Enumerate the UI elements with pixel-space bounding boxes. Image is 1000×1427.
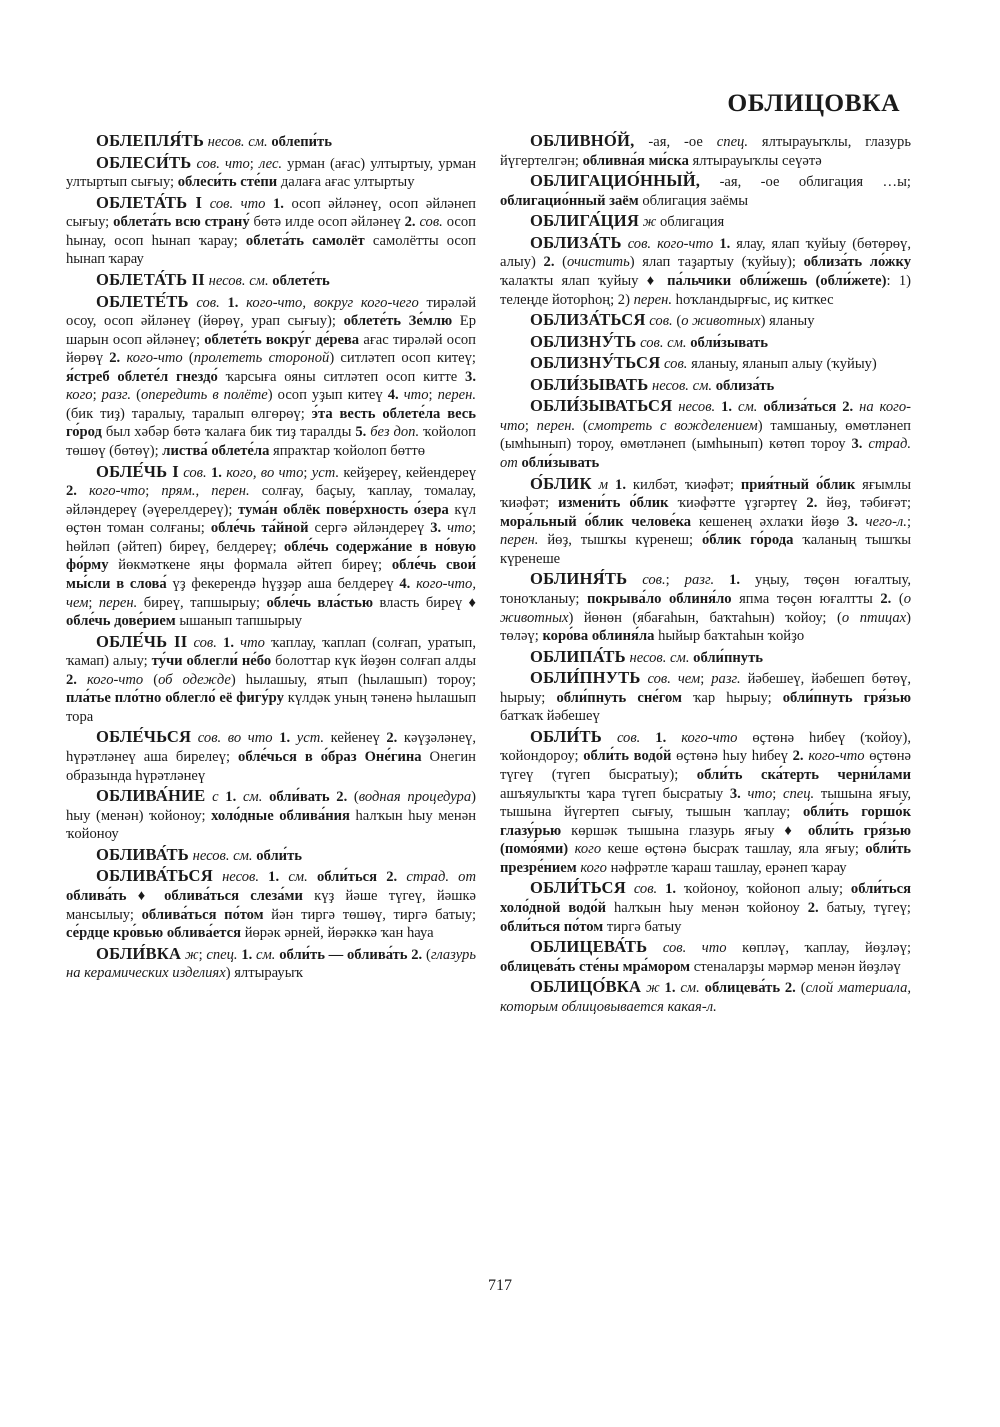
entry-headword: ОБЛИВА́ТЬ — [96, 844, 189, 864]
entry-body: сов. 1. кого-что өҫтөнә һибеү (ҡойоу), ҡойондороу; обли́ть водо́й өҫтөнә һыу һибеү 2. кого-что өҫтөнә түгеү (түгеп бысратыу); обли́ть ска́терть черни́лами ашъяулыҡты ҡара түгеп бысратыу 3. что; спец. тышына яғыу, тышына йүгертеп сығыу, тышын ҡаплау; обли́ть горшо́к глазу́рью көршәк тышына глазурь яғыу ♦ обли́ть гря́зью (помо́ями) кого кеше өҫтөнә бысраҡ ташлау, яла яғыу; обли́ть презре́нием кого нәфрәтле ҡараш ташлау, ерәнеп ҡарау — [500, 729, 911, 876]
dictionary-entry — [66, 785, 476, 844]
entry-body: -ая, -ое спец. ялтырауыҡлы, глазурь йүгертелгән; обливна́я ми́ска ялтырауыҡлы сеүәтә — [500, 134, 911, 169]
dictionary-entry — [66, 865, 476, 942]
entry-body: сов. что 1. осоп әйләнеү, осоп әйләнеп сығыу; облета́ть всю страну́ бөтә илде осоп әйләнеү 2. сов. осоп һынау, осоп һынап ҡарау; облета́ть самолёт самолётты осоп һынап ҡарау — [66, 195, 476, 268]
dictionary-entry — [500, 646, 911, 668]
dictionary-entry — [500, 232, 911, 309]
dictionary-entry — [500, 726, 911, 878]
entry-headword: ОБЛИНЯ́ТЬ — [530, 569, 628, 589]
entry-headword: ОБЛИЦО́ВКА — [530, 977, 642, 997]
dictionary-entry — [500, 976, 911, 1016]
entry-headword: ОБЛИ́ЗЫВАТЬ — [530, 374, 649, 394]
entry-headword: ОБЛЕСИ́ТЬ — [96, 152, 192, 172]
entry-body: несов. см. облепи́ть — [207, 134, 332, 150]
entry-headword: ОБЛЕ́ЧЬ II — [96, 631, 188, 651]
text-columns — [66, 130, 911, 1016]
entry-headword: ОБЛИВА́НИЕ — [96, 786, 206, 806]
entry-body: сов. 1. что ҡаплау, ҡаплап (солғап, уратып, ҡамап) алыу; ту́чи облегли́ не́бо болоттар күк йөҙөн солғап алды 2. кого-что (об одежде) һылашыу, ятып (һылашып) тороу; пла́тье пло́тно облегло́ её фигу́ру күлдәк уның тәненә һылашып тора — [66, 634, 477, 725]
entry-headword: ОБЛИЗА́ТЬ — [530, 232, 622, 252]
entry-body: сов. 1. кого, во что; уст. кейҙереү, кейендереү 2. кого-что; прям., перен. солғау, баҫыу, ҡаплау, томалау, әйләндереү (әүерелдереү); тума́н облёк пове́рхность о́зера күл өҫтөн томан солғаны; обле́чь та́йной сергә әйләндереү 3. что; һөйләп (әйтеп) биреү, белдереү; обле́чь содержа́ние в но́вую фо́рму йөкмәткене яңы формала әйтеп биреү; обле́чь свои́ мы́сли в слова́ үҙ фекерендә һүҙҙәр аша белдереү 4. кого-что, чем; перен. биреү, тапшырыу; обле́чь вла́стью власть биреү ♦ обле́чь дове́рием ышанып тапшырыу — [66, 464, 477, 630]
dictionary-entry — [500, 473, 911, 569]
entry-headword: ОБЛИВНО́Й, — [530, 131, 635, 150]
dictionary-entry — [66, 844, 476, 866]
entry-headword: ОБЛИЦЕВА́ТЬ — [530, 937, 648, 957]
entry-headword: ОБЛЕТА́ТЬ I — [96, 192, 203, 212]
entry-headword: ОБЛИ́ПНУТЬ — [530, 668, 641, 688]
dictionary-entry — [500, 210, 911, 232]
dictionary-entry — [500, 374, 911, 396]
entry-headword: ОБЛЕПЛЯ́ТЬ — [96, 131, 204, 150]
entry-body: сов.; разг. 1. уңыу, төҫөн юғалтыу, тоноҡланыу; покрыва́ло облиня́ло япма төҫөн юғалтты 2. (о животных) йөнөн (ябағаһын, баҡтаһын) ҡойоу; (о птицах) төләү; коро́ва облиня́ла һыйыр баҡтаһын ҡойҙо — [500, 572, 912, 645]
dictionary-entry — [500, 331, 911, 353]
entry-headword: ОБЛИ́ЗЫВАТЬСЯ — [530, 396, 673, 416]
entry-body: несов. см. обли́пнуть — [629, 649, 763, 666]
entry-headword: ОБЛИГАЦИО́ННЫЙ, — [530, 171, 701, 191]
page-number: 717 — [488, 1277, 512, 1294]
dictionary-entry — [66, 152, 476, 192]
entry-body: сов. что көпләү, ҡаплау, йөҙләү; облицева́ть сте́ны мра́мором стеналарҙы мәрмәр менән йөҙләү — [500, 940, 912, 975]
entry-headword: ОБЛЕ́ЧЬСЯ — [96, 727, 192, 747]
dictionary-entry — [66, 269, 476, 291]
dictionary-entry — [66, 192, 476, 269]
entry-body: ж 1. см. облицева́ть 2. (слой материала, которым облицовывается какая-л. — [500, 980, 912, 1015]
dictionary-entry — [500, 352, 911, 374]
entry-headword: ОБЛИЗА́ТЬСЯ — [530, 310, 646, 330]
entry-headword: ОБЛИЗНУ́ТЬ — [530, 331, 637, 351]
entry-body: м 1. килбәт, ҡиәфәт; прия́тный о́блик яғымлы ҡиәфәт; измени́ть о́блик ҡиәфәтте үҙгәртеү 2. йөҙ, тәбиғәт; мора́льный о́блик челове́ка кешенең әхлаҡи йөҙө 3. чего-л.; перен. йөҙ, тышҡы күренеш; о́блик го́рода ҡаланың тышҡы күренеше — [500, 476, 912, 567]
entry-headword: ОБЛИВА́ТЬСЯ — [96, 866, 213, 886]
entry-headword: ОБЛЕТЕ́ТЬ — [96, 291, 189, 311]
entry-body: сов. кого-что 1. ялау, ялап ҡуйыу (бөтөрөү, алыу) 2. (очистить) ялап таҙартыу (ҡуйыу); облиза́ть ло́жку ҡалаҡты ялап ҡуйыу ♦ па́льчики обли́жешь (обли́жете): 1) телеңде йоторһоң; 2) перен. һоҡландырғыс, иҫ киткес — [500, 235, 911, 308]
dictionary-entry — [500, 130, 911, 170]
entry-headword: ОБЛИ́ТЬСЯ — [530, 878, 626, 898]
entry-body: -ая, -ое облигация …ы; облигацио́нный заём облигация заёмы — [500, 174, 911, 209]
entry-body: сов. чем; разг. йәбешеү, йәбешеп бөтөү, һырыу; обли́пнуть сне́гом ҡар һырыу; обли́пнуть гря́зью батҡаҡ йәбешеү — [500, 671, 912, 725]
dictionary-entry — [66, 726, 476, 785]
dictionary-entry — [66, 291, 476, 461]
entry-body: сов. 1. ҡойоноу, ҡойоноп алыу; обли́ться холо́дной водо́й һалҡын һыу менән ҡойоноу 2. батыу, түгеү; обли́ться по́том тиргә батыу — [500, 881, 911, 935]
entry-body: ж облигация — [642, 214, 725, 231]
entry-body: сов. во что 1. уст. кейенеү 2. кәүҙәләнеү, һүрәтләнеү аша бирелеү; обле́чься в о́браз Оне́гина Онегин образында һүрәтләнеү — [66, 730, 476, 784]
dictionary-entry — [66, 631, 476, 727]
entry-body: сов. см. обли́зывать — [640, 334, 768, 351]
running-head: ОБЛИЦОВКА — [727, 88, 900, 117]
dictionary-entry — [66, 943, 476, 983]
entry-body: несов. 1. см. облиза́ться 2. на кого-что; перен. (смотреть с вожделением) тамшаныу, өмөтләнеп (ымһынып) тороу, өмөтләнеп (ымһынып) көтөп тороу 3. страд. от обли́зывать — [500, 399, 911, 471]
entry-body: ж; спец. 1. см. обли́ть — облива́ть 2. (глазурь на керамических изделиях) ялтырауыҡ — [66, 946, 476, 982]
dictionary-entry — [66, 461, 476, 631]
entry-body: несов. см. облиза́ть — [652, 377, 775, 394]
entry-body: с 1. см. обли́вать 2. (водная процедура) һыу (менән) ҡойоноу; холо́дные облива́ния һалҡын һыу менән ҡойоноу — [66, 789, 477, 843]
right-column — [500, 130, 911, 1016]
entry-body: несов. см. обли́ть — [192, 847, 302, 864]
dictionary-entry — [500, 877, 911, 936]
dictionary-entry — [500, 395, 911, 472]
entry-body: сов. что; лес. урман (ағас) ултыртыу, урман ултыртып сығыу; облеси́ть сте́пи далаға ағас ултыртыу — [66, 155, 477, 191]
entry-body: несов. 1. см. обли́ться 2. страд. от облива́ть ♦ облива́ться слеза́ми күҙ йәше түгеү, йәшкә мансылыу; облива́ться по́том йән тиргә төшөү, тиргә батыу; се́рдце кро́вью облива́ется йөрәк әрней, йөрәккә ҡан һауа — [66, 869, 477, 942]
left-column — [66, 130, 476, 1016]
entry-headword: ОБЛИ́ТЬ — [530, 726, 602, 746]
entry-body: несов. см. облете́ть — [208, 272, 330, 289]
entry-body: сов. 1. кого-что, вокруг кого-чего тирәләй осоу, осоп әйләнеү (йөрөү, урап сығыу); облете́ть Зе́млю Ер шарын осоп әйләнеү; облете́ть вокру́г де́рева ағас тирәләй осоп йөрөү 2. кого-что (пролететь стороной) ситләтеп осоп китеү; я́стреб облете́л гнездо́ ҡарсыға ояны ситләтеп осоп китте 3. кого; разг. (опередить в полёте) осоп уҙып китеү 4. что; перен. (бик тиҙ) таралыу, таралып өлгөрөү; э́та весть облете́ла весь го́род был хәбәр бөтә ҡалаға бик тиҙ таралды 5. без доп. ҡойолоп төшөү (бөтөү); листва́ облете́ла япраҡтар ҡойолоп бөттө — [66, 294, 477, 459]
entry-headword: ОБЛЕ́ЧЬ I — [96, 461, 179, 481]
entry-body: сов. яланыу, яланып алыу (ҡуйыу) — [664, 356, 877, 373]
dictionary-entry — [500, 309, 911, 331]
entry-headword: ОБЛЕТА́ТЬ II — [96, 269, 205, 289]
entry-headword: ОБЛИПА́ТЬ — [530, 646, 626, 666]
dictionary-entry — [500, 568, 911, 645]
entry-headword: ОБЛИ́ВКА — [96, 943, 182, 963]
entry-headword: О́БЛИК — [530, 473, 592, 493]
entry-headword: ОБЛИЗНУ́ТЬСЯ — [530, 353, 661, 373]
dictionary-entry — [66, 130, 476, 152]
dictionary-entry — [500, 170, 911, 210]
entry-body: сов. (о животных) яланыу — [649, 313, 815, 330]
dictionary-entry — [500, 936, 911, 976]
entry-headword: ОБЛИГА́ЦИЯ — [530, 211, 640, 231]
dictionary-entry — [500, 667, 911, 726]
